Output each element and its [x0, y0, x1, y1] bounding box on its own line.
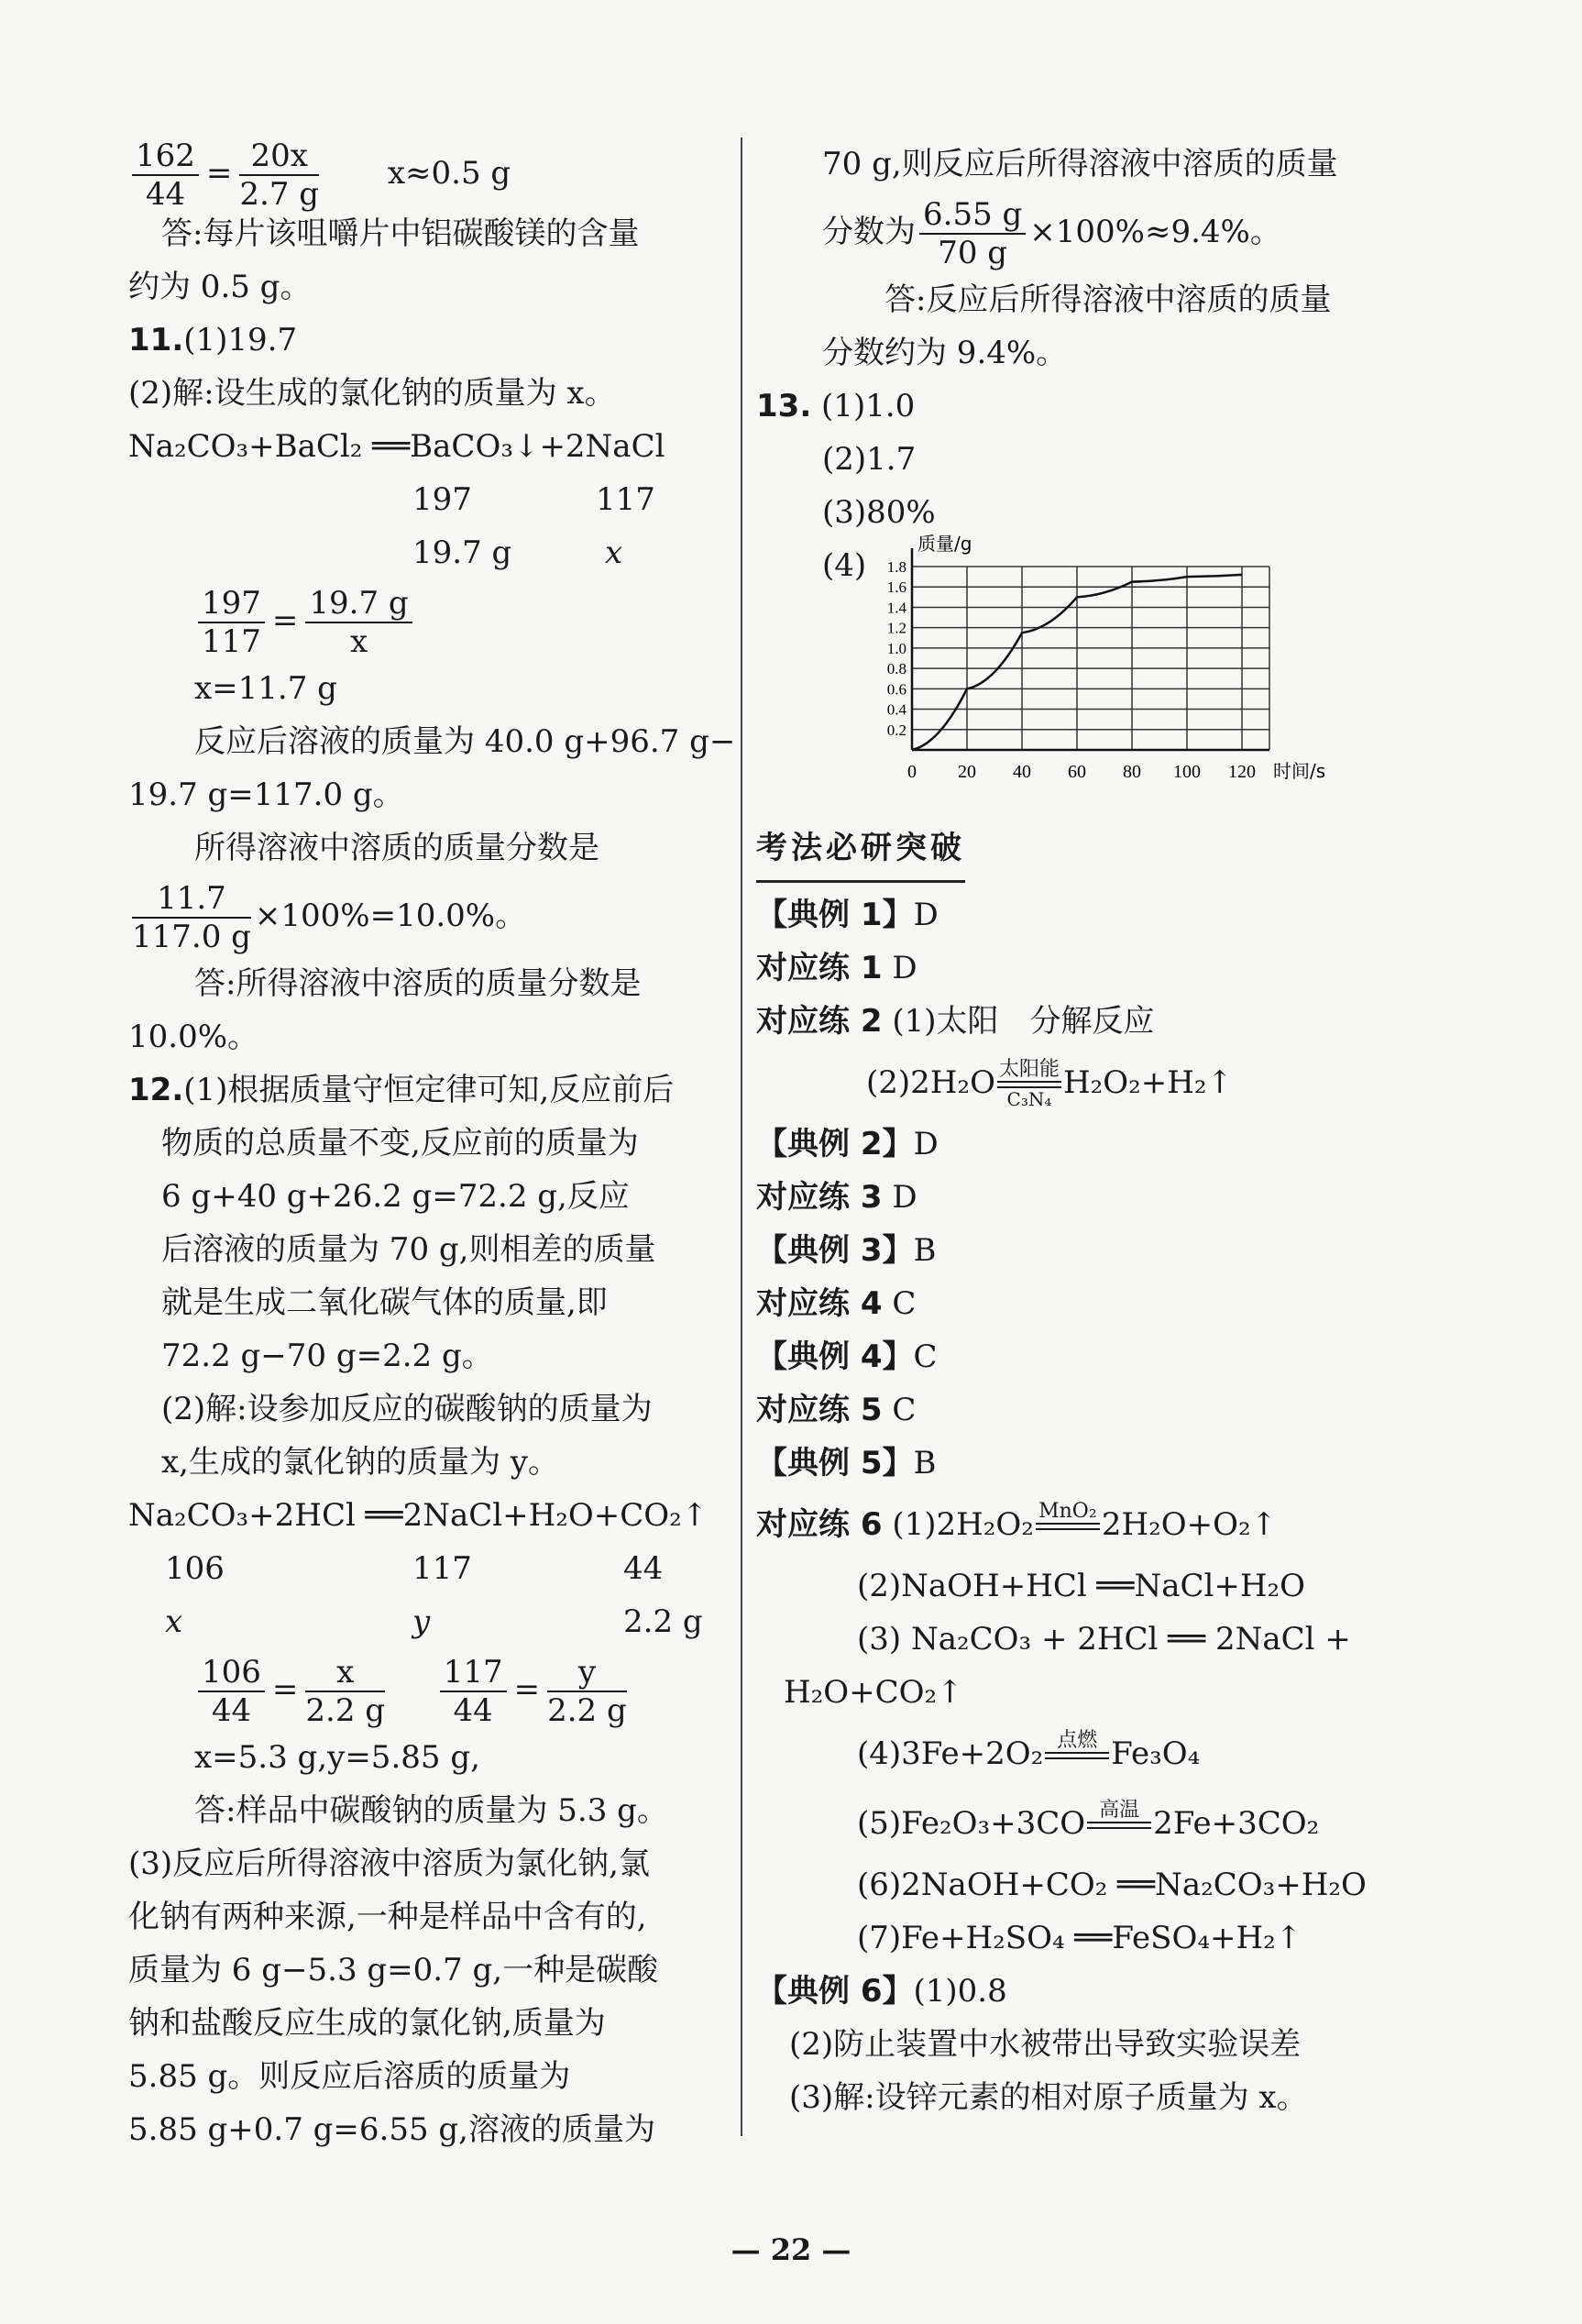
- y-tick-label: 0.6: [886, 680, 906, 699]
- answer-text: 答:每片该咀嚼片中铝碳酸镁的含量: [161, 215, 640, 252]
- condition-equation: [756, 1490, 1425, 1559]
- practice-label: 对应练 5: [756, 1392, 883, 1428]
- answer-text: C: [892, 1392, 917, 1428]
- answer-text: 约为 0.5 g。: [128, 269, 312, 305]
- condition-top: 高温: [1099, 1799, 1140, 1822]
- answer-text: D: [913, 897, 939, 933]
- answer-text: (2)解:设生成的氯化钠的质量为 x。: [128, 375, 616, 412]
- condition-bottom: C₃N₄: [1006, 1088, 1052, 1110]
- y-tick-label: 1.4: [886, 599, 906, 617]
- y-tick-label: 0.4: [886, 700, 906, 719]
- answer-text: (1)1.0: [821, 388, 916, 424]
- answer-text: 5.85 g+0.7 g=6.55 g,溶液的质量为: [128, 2111, 655, 2148]
- answer-text: 19.7 g=117.0 g。: [128, 777, 404, 813]
- practice-label: 对应练 4: [756, 1285, 883, 1322]
- molar-mass: 44: [623, 1550, 664, 1587]
- answer-text: C: [892, 1285, 917, 1322]
- condition-equation: [756, 1719, 1425, 1789]
- x-tick-label: 0: [907, 762, 917, 782]
- equation-left: (1)2H₂O₂: [892, 1506, 1034, 1543]
- answer-text: B: [913, 1232, 937, 1269]
- chemical-equation: H₂O+CO₂↑: [784, 1674, 963, 1711]
- molar-mass: 117: [596, 481, 655, 518]
- fraction-denominator: 44: [145, 176, 186, 213]
- chemical-equation: (3) Na₂CO₃ + 2HCl ══ 2NaCl +: [857, 1621, 1351, 1658]
- y-tick-label: 1.0: [886, 639, 906, 657]
- answer-text: (2)防止装置中水被带出导致实验误差: [789, 2026, 1302, 2063]
- percent-line: [756, 191, 1425, 273]
- chemical-equation: (2)NaOH+HCl ══NaCl+H₂O: [857, 1568, 1306, 1604]
- example-label: 【典例 5】: [756, 1445, 914, 1481]
- chemical-equation: (7)Fe+H₂SO₄ ══FeSO₄+H₂↑: [857, 1920, 1302, 1956]
- answer-text: 72.2 g−70 g=2.2 g。: [161, 1338, 493, 1374]
- y-axis-label: 质量/g: [917, 533, 972, 555]
- answer-text: 分数为: [822, 214, 916, 250]
- fraction-denominator: 2.2 g: [547, 1692, 627, 1729]
- q13-chart-line: [756, 533, 1425, 805]
- fraction-numerator: 6.55 g: [919, 196, 1026, 235]
- ratio-line: $\frac{197}{117}$ = $\frac{19.7 g}{x}$: [128, 579, 733, 662]
- unknown-var: x: [605, 534, 623, 571]
- answer-text: 70 g,则反应后所得溶液中溶质的质量: [822, 146, 1338, 182]
- fraction-numerator: 162: [132, 138, 199, 176]
- answer-text: D: [892, 1179, 917, 1216]
- answer-text: 钠和盐酸反应生成的氯化钠,质量为: [128, 2005, 606, 2042]
- fraction-numerator: 197: [198, 585, 265, 623]
- condition-top: MnO₂: [1038, 1500, 1097, 1523]
- fraction-denominator: 70 g: [938, 235, 1008, 271]
- answer-text: B: [913, 1445, 937, 1481]
- mass-value: 2.2 g: [623, 1603, 703, 1640]
- equation-right: 2H₂O+O₂↑: [1101, 1506, 1278, 1543]
- fraction-numerator: 20x: [239, 138, 319, 176]
- chemical-equation: (6)2NaOH+CO₂ ══Na₂CO₃+H₂O: [857, 1867, 1367, 1903]
- answer-text: 答:所得溶液中溶质的质量分数是: [194, 965, 642, 1002]
- example-label: 【典例 4】: [756, 1338, 914, 1375]
- answer-text: (1)根据质量守恒定律可知,反应前后: [183, 1072, 675, 1108]
- fraction-numerator: 117: [440, 1654, 507, 1692]
- x-tick-label: 80: [1123, 762, 1141, 782]
- left-column: [128, 138, 736, 2156]
- answer-text: C: [913, 1338, 938, 1375]
- left-fraction-line: $\frac{162}{44}$ = $\frac{20x}{2.7 g}$ x≈0.5 g: [128, 138, 733, 207]
- answer-text: (1)太阳 分解反应: [892, 1003, 1155, 1040]
- unknown-var: x: [165, 1603, 183, 1640]
- answer-text: 后溶液的质量为 70 g,则相差的质量: [161, 1231, 656, 1268]
- answer-text: 物质的总质量不变,反应前的质量为: [161, 1125, 639, 1162]
- answer-text: (1)19.7: [183, 322, 298, 358]
- x-tick-label: 100: [1173, 762, 1201, 782]
- condition-equation: [756, 1789, 1425, 1858]
- fraction-denominator: 44: [211, 1692, 252, 1729]
- equation-left: (2)2H₂O: [866, 1064, 995, 1101]
- page-number: — 22 —: [731, 2232, 851, 2267]
- answer-text: 反应后溶液的质量为 40.0 g+96.7 g−: [194, 723, 736, 760]
- example-label: 【典例 6】: [756, 1973, 914, 2010]
- y-tick-label: 1.2: [886, 619, 906, 637]
- answer-text: ×100%≈9.4%。: [1029, 214, 1281, 250]
- answer-text: 10.0%。: [128, 1019, 259, 1055]
- fraction-denominator: x: [349, 623, 368, 660]
- fraction-numerator: 106: [198, 1654, 265, 1692]
- fraction-denominator: 44: [453, 1692, 493, 1729]
- molar-mass: 117: [412, 1550, 472, 1587]
- answer-text: D: [913, 1126, 939, 1162]
- answer-text: 就是生成二氧化碳气体的质量,即: [161, 1284, 608, 1321]
- column-divider: [741, 138, 742, 2136]
- answer-text: 6 g+40 g+26.2 g=72.2 g,反应: [161, 1178, 630, 1215]
- condition-top: 点燃: [1057, 1729, 1098, 1752]
- answer-text: (1)0.8: [913, 1973, 1007, 2010]
- answer-text: x=11.7 g: [194, 670, 337, 707]
- answer-text: 答:反应后所得溶液中溶质的质量: [884, 281, 1332, 318]
- x-tick-label: 40: [1013, 762, 1031, 782]
- answer-text: ×100%=10.0%。: [254, 898, 527, 934]
- answer-text: (2)1.7: [822, 441, 917, 478]
- practice-label: 对应练 3: [756, 1179, 883, 1216]
- equation-left: (4)3Fe+2O₂: [857, 1735, 1044, 1772]
- section-title: 考法必研突破: [756, 816, 965, 883]
- result-text: x≈0.5 g: [387, 155, 511, 192]
- answer-text: (2)解:设参加反应的碳酸钠的质量为: [161, 1391, 653, 1427]
- fraction-denominator: 117: [202, 623, 261, 660]
- answer-text: 5.85 g。则反应后溶质的质量为: [128, 2058, 571, 2095]
- answer-text: 分数约为 9.4%。: [822, 335, 1068, 371]
- answer-text: 答:样品中碳酸钠的质量为 5.3 g。: [194, 1792, 668, 1829]
- fraction-numerator: y: [547, 1654, 627, 1692]
- equation-left: (5)Fe₂O₃+3CO: [857, 1805, 1086, 1842]
- example-label: 【典例 2】: [756, 1126, 914, 1162]
- answer-text: (4): [822, 547, 867, 584]
- answer-text: (3)解:设锌元素的相对原子质量为 x。: [789, 2079, 1308, 2116]
- x-tick-label: 20: [958, 762, 976, 782]
- question-number: 11.: [128, 322, 184, 358]
- fraction-numerator: x: [305, 1654, 385, 1692]
- condition-top: 太阳能: [998, 1058, 1060, 1081]
- fraction-denominator: 2.7 g: [239, 176, 320, 213]
- practice-label: 对应练 1: [756, 950, 883, 986]
- answer-text: x,生成的氯化钠的质量为 y。: [161, 1444, 559, 1481]
- answer-text: x=5.3 g,y=5.85 g,: [194, 1739, 480, 1776]
- equation-right: Fe₃O₄: [1111, 1735, 1201, 1772]
- percent-line: [128, 875, 733, 957]
- right-column: [756, 138, 1425, 2124]
- answer-text: (3)反应后所得溶液中溶质为氯化钠,氯: [128, 1845, 650, 1882]
- x-tick-label: 60: [1068, 762, 1086, 782]
- example-label: 【典例 3】: [756, 1232, 914, 1269]
- answer-text: D: [892, 950, 917, 986]
- answer-text: 化钠有两种来源,一种是样品中含有的,: [128, 1899, 647, 1935]
- practice-label: 对应练 6: [756, 1506, 883, 1543]
- answer-text: (3)80%: [822, 494, 936, 531]
- fraction-numerator: 19.7 g: [305, 585, 412, 623]
- chemical-equation: Na₂CO₃+BaCl₂ ══BaCO₃↓+2NaCl: [128, 428, 665, 465]
- mass-time-chart: [857, 530, 1334, 796]
- answer-text: 所得溶液中溶质的质量分数是: [194, 830, 599, 866]
- question-number: 12.: [128, 1072, 184, 1108]
- condition-equation: [756, 1048, 1425, 1118]
- fraction-denominator: 2.2 g: [305, 1692, 386, 1729]
- molar-mass: 197: [412, 481, 472, 518]
- chemical-equation: Na₂CO₃+2HCl ══2NaCl+H₂O+CO₂↑: [128, 1497, 709, 1534]
- mass-value: 19.7 g: [412, 534, 512, 571]
- x-tick-label: 120: [1228, 762, 1256, 782]
- y-tick-label: 0.8: [886, 660, 906, 678]
- y-tick-label: 0.2: [886, 721, 906, 739]
- ratio-line: $\frac{106}{44}$ = $\frac{x}{2.2 g}$ $\frac{117}{44}$ = $\frac{y}{2.2 g}$: [128, 1648, 733, 1731]
- question-number: 13.: [756, 388, 812, 424]
- fraction-denominator: 117.0 g: [132, 919, 251, 955]
- y-tick-label: 1.8: [886, 558, 906, 576]
- practice-label: 对应练 2: [756, 1003, 883, 1040]
- fraction-numerator: 11.7: [132, 880, 251, 919]
- x-axis-label: 时间/s: [1273, 760, 1326, 782]
- example-label: 【典例 1】: [756, 897, 914, 933]
- molar-mass: 106: [165, 1550, 225, 1587]
- answer-text: 质量为 6 g−5.3 g=0.7 g,一种是碳酸: [128, 1952, 659, 1988]
- equation-right: 2Fe+3CO₂: [1153, 1805, 1320, 1842]
- unknown-var: y: [412, 1603, 431, 1640]
- equation-right: H₂O₂+H₂↑: [1062, 1064, 1233, 1101]
- y-tick-label: 1.6: [886, 578, 906, 597]
